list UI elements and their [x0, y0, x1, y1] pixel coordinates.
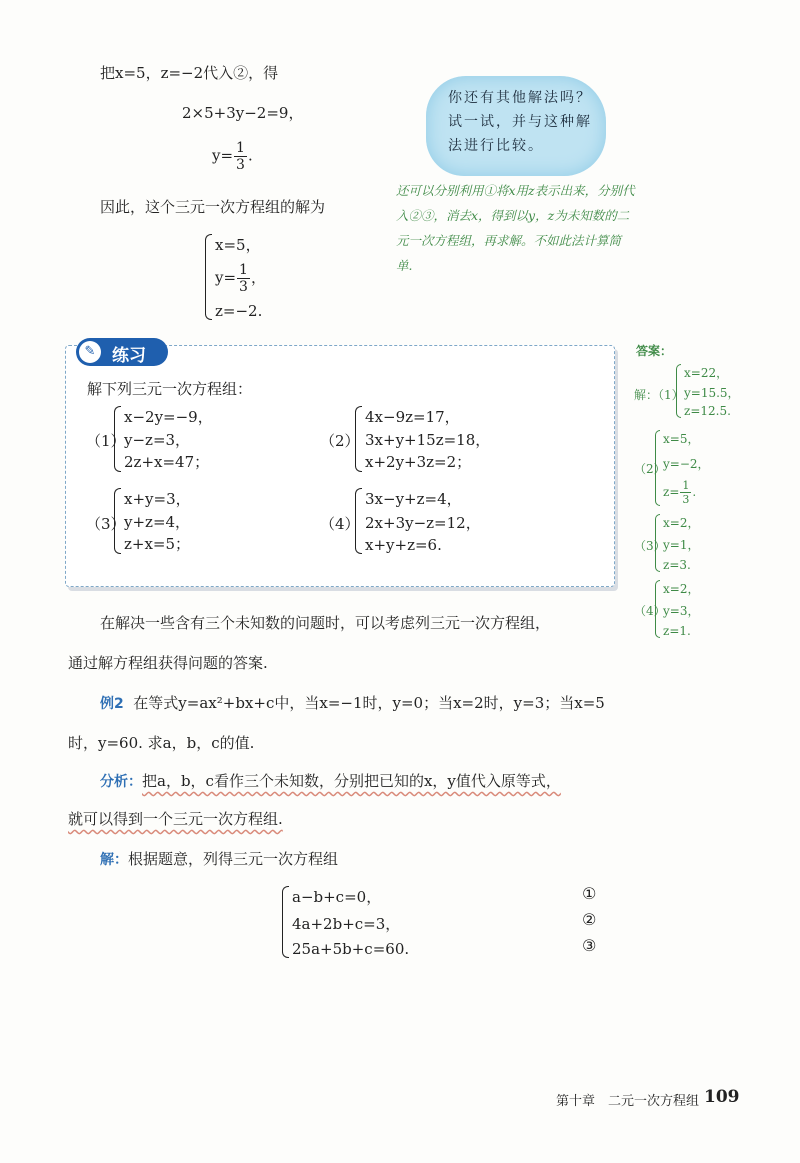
equation: 2z+x=47； [124, 453, 210, 471]
z-label: z= [663, 485, 680, 499]
problem-4-label: （4） [320, 515, 360, 533]
problem-3-label: （3） [86, 515, 126, 533]
conclusion-text: 因此，这个三元一次方程组的解为 [100, 198, 326, 216]
period: . [692, 485, 697, 499]
brace [676, 364, 681, 418]
page-number: 109 [704, 1087, 740, 1107]
answer-3-label: （3） [634, 539, 666, 553]
equation: z=1. [663, 624, 691, 638]
example-line-1 [100, 692, 605, 713]
equation: x=2， [663, 516, 700, 530]
problem-1-label: （1） [86, 432, 126, 450]
comma: ， [250, 268, 266, 287]
equation: y=15.5， [684, 386, 740, 400]
equation-step: 2×5+3y−2=9， [182, 104, 304, 122]
numerator: 1 [236, 140, 245, 156]
equation: z=12.5. [684, 404, 731, 418]
margin-note: 还可以分别利用①将x用z表示出来，分别代入②③，消去x，得到以y，z为未知数的二元一次方程组，再求解。不如此法计算简单. [396, 183, 635, 273]
equation: y−z=3， [124, 430, 191, 449]
problem-4-system [355, 488, 481, 554]
equation: x−2y=−9， [124, 408, 213, 426]
answers-title: 答案： [636, 344, 673, 358]
equation: z=3. [663, 558, 691, 572]
answer-2-system [655, 430, 710, 506]
equation-1: a−b+c=0， [292, 888, 382, 906]
analysis-text: 就可以得到一个三元一次方程组. [68, 810, 283, 828]
analysis-label: 分析： [100, 774, 142, 790]
denominator: 3 [682, 493, 690, 506]
solution-label: 解： [100, 852, 128, 868]
analysis-line-1 [100, 770, 561, 791]
paragraph-line-2: 通过解方程组获得问题的答案. [68, 654, 268, 672]
example-label: 例2 [100, 696, 124, 712]
equation: y+z=4， [124, 512, 191, 531]
brace [114, 488, 121, 554]
analysis-text: 把a，b，c看作三个未知数，分别把已知的x，y值代入原等式， [142, 772, 561, 790]
solution-line [100, 848, 338, 869]
answer-4-system [655, 580, 699, 638]
example-text: 在等式y=ax²+bx+c中，当x=−1时，y=0；当x=2时，y=3；当x=5 [133, 694, 605, 712]
problem-2-system [355, 406, 490, 472]
answer-number: （1） [658, 388, 684, 402]
solution-y [215, 262, 266, 295]
numerator: 1 [239, 262, 248, 278]
brace [282, 886, 289, 958]
fraction [234, 140, 247, 173]
chapter-title: 第十章 二元一次方程组 [556, 1094, 700, 1109]
answer-prefix: 解： [634, 388, 659, 402]
equation-2: 4a+2b+c=3， [292, 915, 401, 933]
answer-3-system [655, 514, 699, 572]
equation: x+y=3， [124, 490, 191, 508]
y-label: y= [212, 146, 234, 165]
equation: x=5， [663, 432, 700, 446]
practice-instruction: 解下列三元一次方程组： [87, 380, 253, 398]
equation: 3x−y+z=4， [365, 490, 462, 508]
bubble-text: 你还有其他解法吗？试一试，并与这种解法进行比较。 [448, 90, 592, 154]
equation [663, 479, 710, 506]
paragraph-line-1: 在解决一些含有三个未知数的问题时，可以考虑列三元一次方程组， [100, 614, 551, 632]
fraction [237, 262, 250, 295]
marker-1: ① [582, 884, 597, 903]
y-value-line [212, 140, 253, 173]
answer-4-label: （4） [634, 604, 666, 618]
solution-z: z=−2. [215, 302, 263, 320]
practice-tag-label: 练习 [112, 346, 146, 366]
marker-3: ③ [582, 936, 597, 955]
denominator: 3 [239, 279, 248, 295]
substitution-line: 把x=5，z=−2代入②，得 [100, 64, 279, 82]
answer-1-system [676, 364, 740, 418]
example-line-2: 时，y=60. 求a，b，c的值. [68, 734, 255, 752]
equation: z+x=5； [124, 535, 191, 553]
analysis-line-2 [68, 808, 283, 829]
equation: 4x−9z=17， [365, 408, 460, 426]
equation: y=1， [663, 538, 700, 552]
brace [114, 406, 121, 472]
brace [355, 488, 362, 554]
equation: x+2y+3z=2； [365, 453, 472, 471]
equation-3: 25a+5b+c=60. [292, 940, 410, 958]
answer-2-label: （2） [634, 462, 666, 476]
brace [205, 234, 212, 320]
equation: 3x+y+15z=18， [365, 430, 491, 449]
problem-1-system [114, 406, 213, 472]
period: . [247, 146, 253, 165]
numerator: 1 [682, 479, 690, 492]
equation: x=2， [663, 582, 700, 596]
solution-system [205, 234, 266, 320]
denominator: 3 [236, 157, 245, 173]
problem-3-system [114, 488, 191, 554]
solution-x: x=5， [215, 236, 261, 254]
brace [655, 514, 660, 572]
equation-system [282, 886, 409, 958]
problem-2-label: （2） [320, 432, 360, 450]
equation: y=−2， [663, 456, 710, 471]
y-label: y= [215, 268, 237, 287]
equation: y=3， [663, 604, 700, 618]
brace [655, 580, 660, 638]
equation: x+y+z=6. [365, 536, 442, 554]
solution-text: 根据题意，列得三元一次方程组 [128, 850, 339, 868]
brace [355, 406, 362, 472]
equation: x=22， [684, 366, 729, 380]
pencil-icon: ✎ [79, 341, 101, 363]
equation: 2x+3y−z=12， [365, 514, 481, 532]
marker-2: ② [582, 910, 597, 929]
brace [655, 430, 660, 506]
practice-tag [76, 338, 168, 366]
fraction [680, 479, 691, 506]
